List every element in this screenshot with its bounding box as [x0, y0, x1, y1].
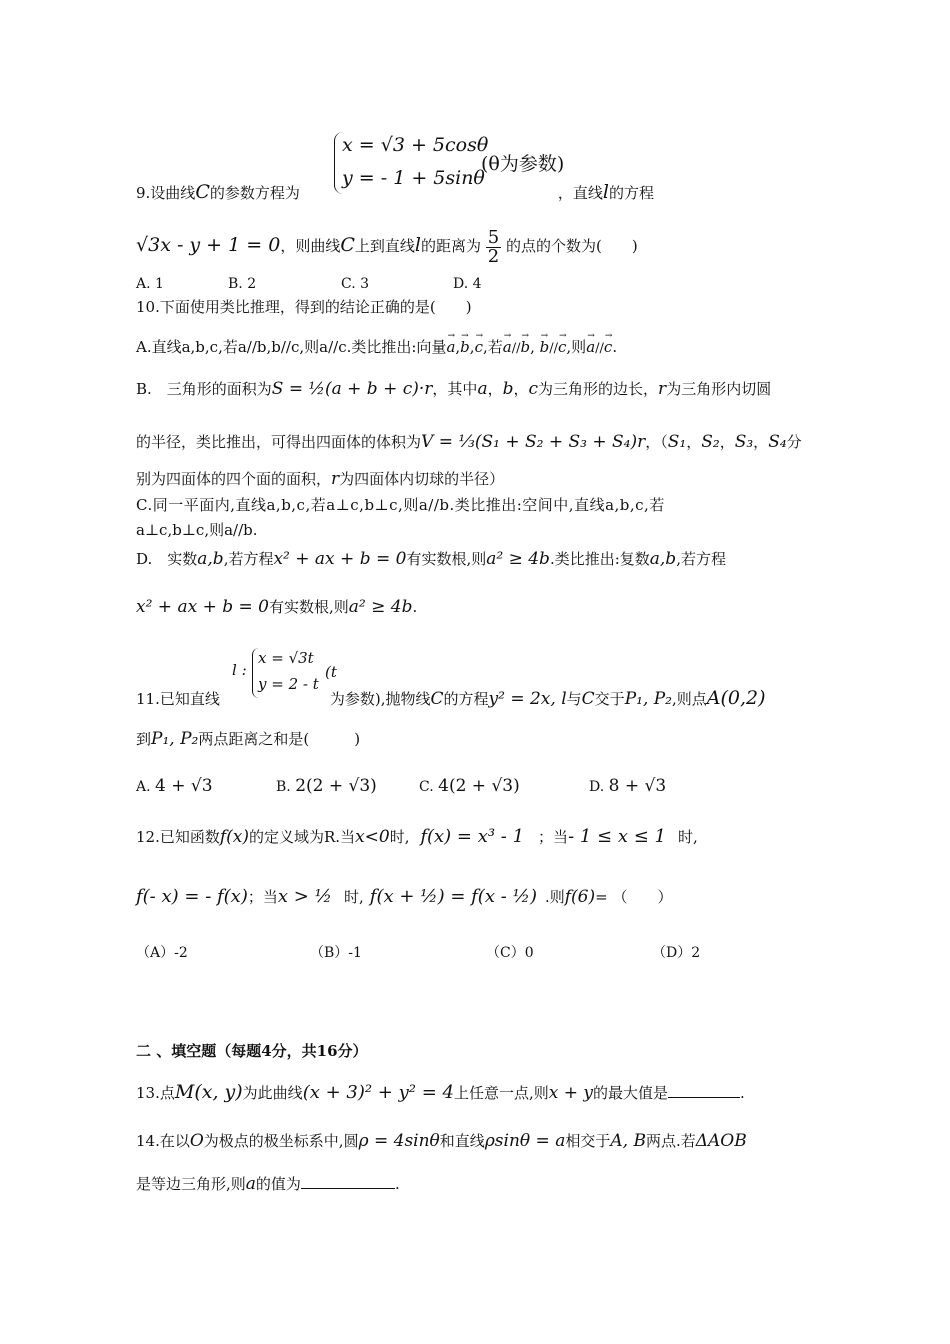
- q10-option-a: A.直线a,b,c,若a//b,b//c,则a//c.类比推出:向量→ a,→ b,→ c,若→ a//→ b, → b//→ c,则→ a//→ c.: [136, 336, 826, 360]
- section-title: 二 、填空题（每题4分，共16分）: [136, 1042, 368, 1060]
- q9-param-note: (θ为参数): [481, 153, 565, 175]
- q11-option-b: B. 2(2 + √3): [276, 776, 377, 796]
- q10-option-c-line1: C.同一平面内,直线a,b,c,若a⊥c,b⊥c,则a//b.类比推出:空间中,直线a,b,c,若: [136, 496, 665, 514]
- q14-line2: 是等边三角形,则a的值为 .: [136, 1174, 400, 1194]
- q9-line-eq: √3x - y + 1 = 0: [136, 234, 281, 256]
- q9-option-d: D. 4: [453, 276, 482, 292]
- q9-option-b: B. 2: [228, 276, 257, 292]
- q11-option-c: C. 4(2 + √3): [419, 776, 520, 796]
- q10-option-b-line2: 的半径，类比推出，可得出四面体的体积为V = ⅓(S₁ + S₂ + S₃ + S₄)r，（S₁，S₂，S₃，S₄分: [136, 432, 802, 452]
- q10-option-b-line1: B. 三角形的面积为S = ½(a + b + c)·r，其中a，b，c为三角形的边长，r为三角形内切圆: [136, 379, 772, 399]
- q9-line2: √3x - y + 1 = 0，则曲线C上到直线l的距离为 $\frac{5}{2}$ 的点的个数为( ): [136, 226, 638, 267]
- q11-l-label: l :: [232, 661, 247, 679]
- q12-line1: 12.已知函数f(x)的定义域为R.当x<0时, f(x) = x³ - 1 ；当- 1 ≤ x ≤ 1 时,: [136, 826, 698, 847]
- q9-option-a: A. 1: [136, 276, 164, 292]
- q9-sys-y: y = - 1 + 5sinθ: [342, 167, 485, 189]
- q10-stem: 10.下面使用类比推理，得到的结论正确的是( ): [136, 298, 472, 316]
- q11-line1: 11.已知直线 为参数),抛物线C的方程y² = 2x, l与C交于P₁, P₂,则点A(0,2): [136, 687, 766, 709]
- q13-answer-blank[interactable]: [668, 1085, 740, 1098]
- q9-option-c: C. 3: [341, 276, 370, 292]
- q14-answer-blank[interactable]: [301, 1176, 395, 1189]
- q11-sys-x: x = √3t: [258, 649, 314, 667]
- q12-option-d: （D）2: [652, 945, 701, 961]
- q9-line1: 9.设曲线C的参数方程为 ，直线l的方程: [136, 181, 654, 203]
- q11-option-a: A. 4 + √3: [136, 776, 213, 796]
- q12-option-a: （A）-2: [136, 945, 188, 961]
- q11-line2: 到P₁, P₂两点距离之和是( ): [136, 729, 361, 749]
- q10-triangle-area: S = ½(a + b + c)·r: [271, 379, 433, 399]
- q10-option-d-line1: D. 实数a,b,若方程x² + ax + b = 0有实数根,则a² ≥ 4b.类比推出:复数a,b,若方程: [136, 549, 726, 569]
- q10-option-c-line2: a⊥c,b⊥c,则a//b.: [136, 521, 258, 539]
- q10-tetra-volume: V = ⅓(S₁ + S₂ + S₃ + S₄)r: [421, 432, 646, 452]
- q10-option-b-line3: 别为四面体的四个面的面积，r为四面体内切球的半径）: [136, 469, 505, 489]
- q11-t-open: (t: [325, 663, 337, 681]
- q14-line1: 14.在以O为极点的极坐标系中,圆ρ = 4sinθ和直线ρsinθ = a相交于A, B两点.若ΔAOB: [136, 1131, 747, 1151]
- q11-option-d: D. 8 + √3: [589, 776, 667, 796]
- q12-option-c: （C）0: [486, 945, 534, 961]
- q9-fraction: $\frac{5}{2}$: [487, 226, 500, 267]
- q12-line2: f(- x) = - f(x)；当x > ½ 时, f(x + ½) = f(x - ½) .则f(6)= （ ）: [136, 886, 673, 907]
- q11-sys-y: y = 2 - t: [258, 675, 319, 693]
- q9-sys-x: x = √3 + 5cosθ: [342, 134, 489, 156]
- q12-option-b: （B）-1: [310, 945, 362, 961]
- q10-option-d-line2: x² + ax + b = 0有实数根,则a² ≥ 4b.: [136, 597, 418, 617]
- q13-line: 13.点M(x, y)为此曲线(x + 3)² + y² = 4上任意一点,则x + y的最大值是 .: [136, 1081, 745, 1103]
